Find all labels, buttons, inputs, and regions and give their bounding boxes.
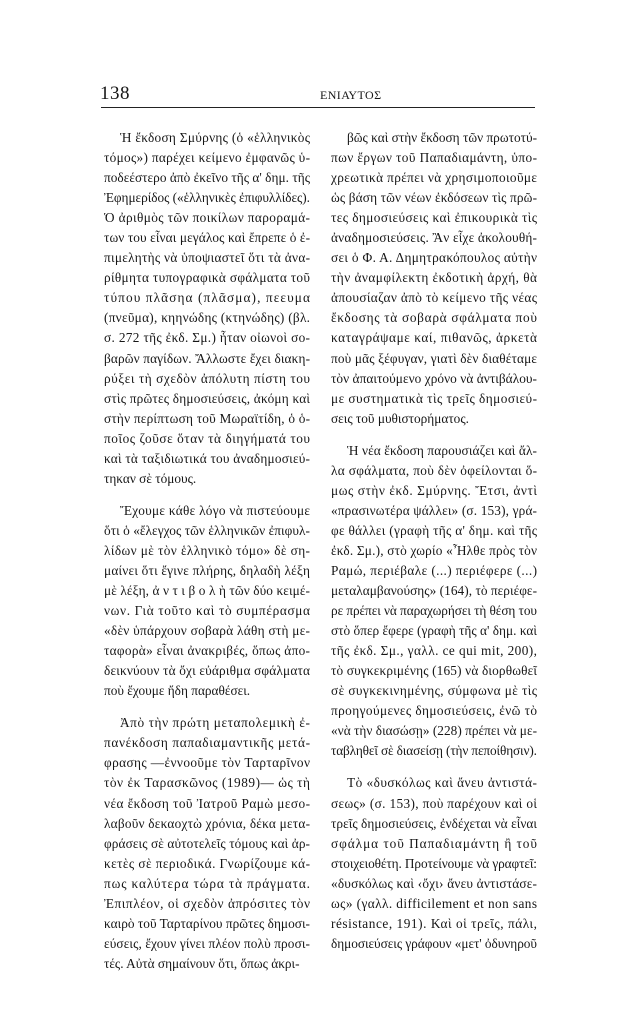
- text-line: τύπου πλᾶσηα (πλᾶσμα), πεευμα: [104, 290, 312, 306]
- paragraph: [104, 501, 310, 701]
- text-line: Τὸ «δυσκόλως καὶ ἄνευ ἀντιστά-: [347, 775, 538, 791]
- text-line: σὲ συγκεκινημένης, σύμφωνα μὲ τὶς: [331, 683, 538, 699]
- text-line: ρίθμητα τυπογραφικὰ σφάλματα τοῦ: [104, 270, 311, 286]
- paragraph-gap: [104, 701, 310, 713]
- text-line: εύσεις, ἔχουν γίνει πλέον πολὺ προσι-: [104, 935, 311, 951]
- text-line: Ραμώ, περιέβαλε (...) περιέφερε (...): [331, 562, 538, 578]
- text-line: ταβληθεῖ σὲ διασείσῃ (τὴν πεποίθησιν).: [331, 743, 537, 759]
- text-line: μὲ λέξη, ἀ ν τ ι β ο λ ὴ τῶν δύο κειμέ-: [104, 583, 311, 599]
- text-line: ἀναδημοσιεύσεις. Ἂν εἶχε ἀκολουθή-: [331, 230, 538, 246]
- text-line: χρεωτικὰ πρέπει νὰ χρησιμοποιοῦμε: [331, 170, 538, 186]
- text-line: ταφορὰ» εἶναι ἀνακριβές, ὅπως ἀπο-: [104, 643, 311, 659]
- text-line: τὸ συγκεκριμένης (165) νὰ διορθωθεῖ: [331, 663, 538, 679]
- text-line: «δὲν ὑπάρχουν σοβαρὰ λάθη στὴ με-: [104, 623, 311, 639]
- text-line: λαβοῦν δεκαοχτὼ χρόνια, δέκα μετα-: [104, 815, 311, 831]
- text-line: ποὺ ἔχουμε ἤδη παραθέσει.: [104, 683, 251, 699]
- text-line: βῶς καὶ στὴν ἔκδοση τῶν πρωτοτύ-: [347, 130, 538, 145]
- text-line: résistance, 191). Καὶ οἱ τρεῖς, πάλι,: [331, 915, 538, 931]
- text-line: ποδεέστερο ἀπὸ ἐκεῖνο τῆς α' δημ. τῆς: [104, 170, 311, 186]
- text-line: καταγράψαμε καί, πιθανῶς, ἀρκετὰ: [331, 330, 538, 346]
- text-line: μεταλαμβανούσης» (164), τὸ περιέφε-: [331, 583, 538, 599]
- paragraph-gap: [331, 761, 537, 773]
- text-line: σεις τοῦ μυθιστορήματος.: [331, 410, 469, 426]
- header-rule: [101, 107, 535, 108]
- text-line: δεικνύουν τὰ ὄχι εὐάριθμα σφάλματα: [104, 663, 311, 679]
- text-line: των του εἶναι μεγάλος καὶ ἔπρεπε ὁ ἐ-: [104, 230, 311, 246]
- text-line: ὅτι ὁ «ἔλεγχος τῶν ἑλληνικῶν ἐπιφυλ-: [104, 522, 311, 538]
- text-line: λα σφάλματα, ποὺ δὲν ὀφείλονται ὅ-: [331, 462, 538, 478]
- text-line: τὸν ἐκ Ταρασκῶνος (1989)— ὡς τὴ: [104, 775, 311, 791]
- right-column: [331, 128, 537, 954]
- text-line: νων. Γιὰ τοῦτο καὶ τὸ συμπέρασμα: [104, 603, 311, 619]
- text-line: Ἡ νέα ἔκδοση παρουσιάζει καὶ ἄλ-: [347, 442, 538, 458]
- text-line: ἐκδ. Σμ.), στὸ χωρίο «Ἦλθε πρὸς τὸν: [331, 542, 538, 558]
- text-line: νέα ἔκδοση τοῦ Ἰατροῦ Ραμὼ μεσο-: [104, 795, 311, 811]
- text-line: τες δημοσιεύσεις καὶ ἐπικουρικὰ τὶς: [331, 210, 538, 226]
- text-line: σ. 272 τῆς ἐκδ. Σμ.) ἦταν οἰωνοὶ σο-: [104, 330, 311, 346]
- paragraph: [331, 773, 537, 953]
- text-line: πανέκδοση παπαδιαμαντικῆς μετά-: [104, 735, 311, 751]
- paragraph-gap: [331, 429, 537, 441]
- paragraph: [104, 128, 310, 489]
- paragraph-gap: [104, 489, 310, 501]
- paragraph: [331, 128, 537, 429]
- text-line: προηγούμενες δημοσιεύσεις, ἐνῶ τὸ: [331, 703, 538, 719]
- text-line: σεως» (σ. 153), ποὺ παρέχουν καὶ οἱ: [331, 795, 538, 811]
- text-line: μως στὴν ἐκδ. Σμύρνης. Ἔτσι, ἀντὶ: [331, 482, 538, 498]
- text-line: καιρὸ τοῦ Ταρταρίνου πρῶτες δημοσι-: [104, 915, 311, 931]
- text-line: ως» (γαλλ. difficilement et non sans: [331, 895, 538, 911]
- text-line: «νὰ τὴν διασώσῃ» (228) πρέπει νὰ με-: [331, 723, 538, 739]
- paragraph: [331, 441, 537, 762]
- text-line: φράσεις σὲ αὐτοτελεῖς τόμους καὶ ἀρ-: [104, 835, 311, 851]
- text-line: ρύξει τὴ σχεδὸν ἀπόλυτη πίστη του: [104, 370, 311, 386]
- text-line: «πρασινωτέρα ψάλλει» (σ. 153), γρά-: [331, 502, 538, 518]
- text-line: ρε πρέπει νὰ παραχωρήσει τὴ θέση του: [331, 603, 537, 619]
- text-line: δημοσιεύσεις γράφουν «μετ' ὀδυνηροῦ: [331, 935, 537, 951]
- text-line: πων ἔργων τοῦ Παπαδιαμάντη, ὑπο-: [331, 150, 538, 166]
- text-line: στὶς πρῶτες δημοσιεύσεις, ἀκόμη καὶ: [104, 390, 311, 406]
- text-line: Ἀπὸ τὴν πρώτη μεταπολεμικὴ ἐ-: [120, 715, 311, 731]
- text-line: (πνεῦμα), κηηνώδης (κτηνώδης) (βλ.: [104, 310, 311, 326]
- text-line: στὴν περίπτωση τοῦ Μωραϊτίδη, ὁ ὁ-: [104, 410, 311, 426]
- text-line: ἔκδοσης τὰ σοβαρὰ σφάλματα ποὺ: [331, 310, 538, 326]
- text-line: τόμος») παρέχει κείμενο ἐμφανῶς ὑ-: [104, 150, 311, 166]
- text-line: τές. Αὐτὰ σημαίνουν ὅτι, ὅπως ἀκρι-: [104, 955, 300, 971]
- text-line: βαρῶν παγίδων. Ἄλλωστε ἔχει διακη-: [104, 350, 311, 366]
- text-line: τὴν ἀναμφίλεκτη ἐκδοτικὴ ἀρχή, θὰ: [331, 270, 538, 286]
- text-line: πως καλύτερα τώρα τὰ πράγματα.: [104, 875, 311, 891]
- page-number: 138: [100, 83, 130, 104]
- text-line: ἀπουσίαζαν ἀπὸ τὸ κείμενο τῆς νέας: [331, 290, 538, 306]
- text-line: σει ὁ Φ. Α. Δημητρακόπουλος αὐτὴν: [331, 250, 538, 266]
- text-line: καὶ τὰ ταξιδιωτικά του ἀναδημοσιεύ-: [104, 450, 311, 466]
- text-line: κετὲς σὲ περιοδικά. Γνωρίζουμε κά-: [104, 855, 311, 871]
- text-line: στὸ ὅπερ ἔφερε (γραφὴ τῆς α' δημ. καὶ: [331, 623, 538, 639]
- text-line: τῆς ἐκδ. Σμ., γαλλ. ce qui mit, 200),: [331, 643, 538, 659]
- paragraph: [104, 713, 310, 974]
- text-line: Ἐφημερίδος («ἑλληνικὲς ἐπιφυλλίδες).: [104, 190, 310, 206]
- text-line: μαίνει ὅτι ἔγινε πλήρης, δηλαδὴ λέξη: [104, 562, 311, 578]
- text-line: στοιχειοθέτη. Προτείνουμε νὰ γραφτεῖ:: [331, 855, 537, 871]
- text-line: σφάλμα τοῦ Παπαδιαμάντη ἢ τοῦ: [331, 835, 538, 851]
- left-column: [104, 128, 310, 974]
- text-line: φρασης —ἐννοοῦμε τὸν Ταρταρῖνον: [104, 755, 311, 771]
- text-line: λίδων μὲ τὸν ἑλληνικὸ τόμο» δὲ ση-: [104, 542, 311, 558]
- text-line: φε θάλλει (γραφὴ τῆς α' δημ. καὶ τῆς: [331, 522, 538, 538]
- text-line: τηκαν σὲ τόμους.: [104, 470, 197, 486]
- text-line: ὡς βάση τῶν νέων ἐκδόσεων τὶς πρῶ-: [331, 190, 538, 206]
- text-line: τὸν ἀπαιτούμενο χρόνο νὰ ἀντιβάλου-: [331, 370, 538, 386]
- text-line: Ἔχουμε κάθε λόγο νὰ πιστεύουμε: [120, 502, 311, 518]
- text-line: ποὺ μᾶς ξέφυγαν, γιατὶ δὲν διαθέταμε: [331, 350, 538, 366]
- text-line: Ὁ ἀριθμὸς τῶν ποικίλων παροραμά-: [104, 210, 311, 226]
- text-line: με συστηματικὰ τὶς τρεῖς δημοσιεύ-: [331, 390, 538, 406]
- text-line: ποῖος ζοῦσε ὅταν τὰ διηγήματά του: [104, 430, 311, 446]
- text-line: πιμελητὴς νὰ ὑποψιαστεῖ ὅτι τὰ ἀνα-: [104, 250, 311, 266]
- text-line: «δυσκόλως καὶ ‹ὄχι› ἄνευ ἀντιστάσε-: [331, 875, 538, 891]
- running-head: ΕΝΙΑΥΤΟΣ: [320, 88, 382, 102]
- text-line: Ἐπιπλέον, οἱ σχεδὸν ἀπρόσιτες τὸν: [104, 895, 311, 911]
- text-line: Ἡ ἔκδοση Σμύρνης (ὁ «ἑλληνικὸς: [120, 130, 311, 145]
- text-line: τρεῖς δημοσιεύσεις, ἐνδέχεται νὰ εἶναι: [331, 815, 538, 831]
